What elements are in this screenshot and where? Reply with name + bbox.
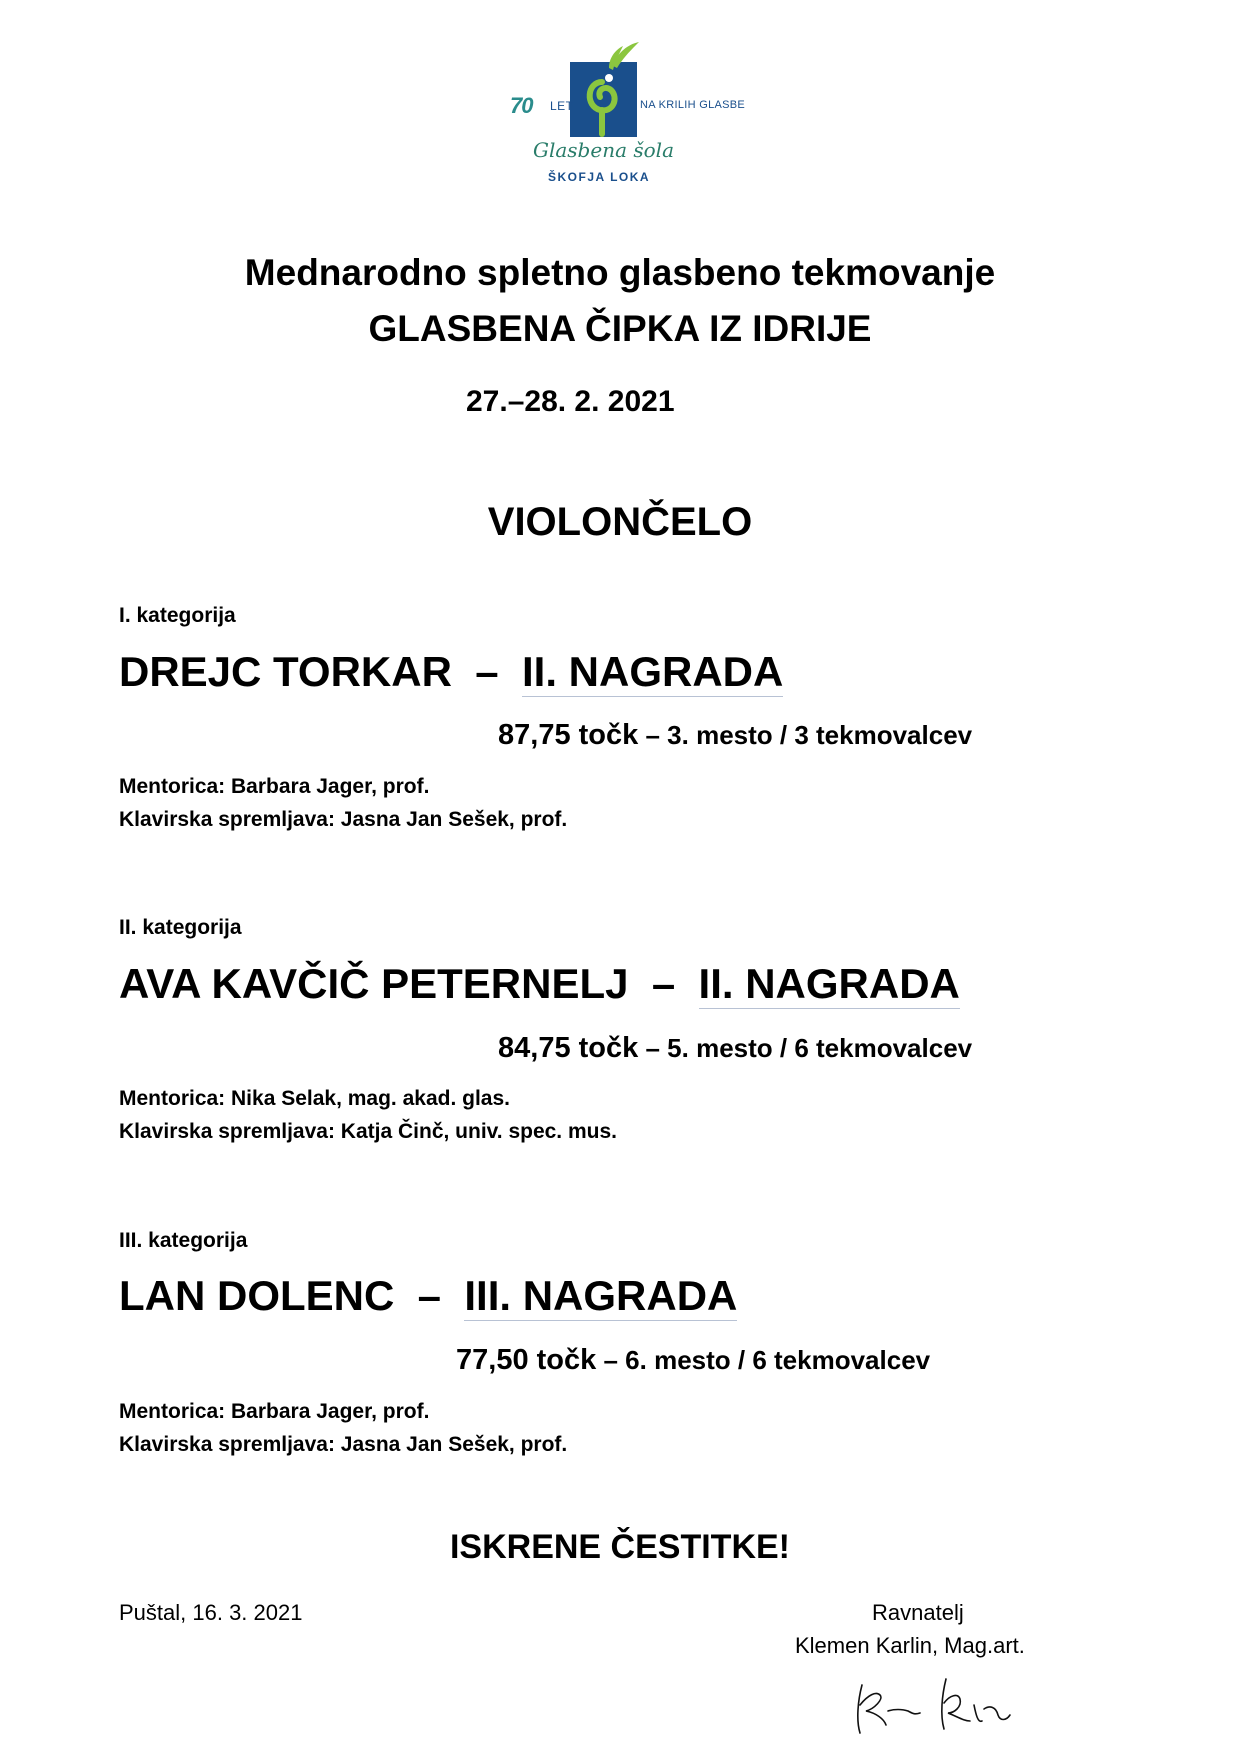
category-label: II. kategorija (119, 916, 242, 939)
logo-anniversary-word: LET (550, 99, 574, 113)
accompanist-text: Klavirska spremljava: Jasna Jan Sešek, prof. (119, 808, 568, 831)
congratulations-heading: ISKRENE ČESTITKE! (449, 1528, 791, 1566)
prize-label: II. NAGRADA (698, 960, 960, 1007)
mentor-text: Mentorica: Barbara Jager, prof. (119, 1400, 430, 1423)
participant-name: DREJC TORKAR (119, 648, 452, 695)
mentor-block (119, 770, 567, 836)
mentor-text: Mentorica: Barbara Jager, prof. (119, 775, 430, 798)
placement-text: – 3. mesto / 3 tekmovalcev (645, 720, 973, 750)
director-role: Ravnatelj (872, 1600, 964, 1625)
accompanist-text: Klavirska spremljava: Jasna Jan Sešek, prof. (119, 1433, 568, 1456)
logo-anniversary-number: 70 (510, 93, 533, 118)
category-label: I. kategorija (119, 604, 236, 627)
award-dash: – (475, 648, 499, 695)
accompanist-text: Klavirska spremljava: Katja Činč, univ. spec. mus. (119, 1120, 617, 1143)
logo-school-town: ŠKOFJA LOKA (548, 170, 651, 184)
award-line (119, 1272, 737, 1320)
score-line (498, 719, 972, 752)
document-title: Mednarodno spletno glasbeno tekmovanje (244, 252, 996, 293)
logo-school-name: Glasbena šola (533, 138, 674, 162)
participant-name: LAN DOLENC (119, 1272, 395, 1319)
category-label: III. kategorija (119, 1229, 248, 1252)
award-line (119, 648, 783, 696)
mentor-block (119, 1395, 567, 1461)
placement-text: – 5. mesto / 6 tekmovalcev (645, 1033, 973, 1063)
points-value: 84,75 točk (498, 1032, 639, 1064)
prize-label: II. NAGRADA (521, 648, 784, 695)
place-and-date: Puštal, 16. 3. 2021 (119, 1600, 303, 1625)
score-line (498, 1032, 972, 1065)
handwritten-signature (850, 1665, 1030, 1745)
award-line (119, 960, 960, 1008)
competition-name: GLASBENA ČIPKA IZ IDRIJE (368, 308, 872, 349)
instrument-heading: VIOLONČELO (487, 500, 753, 544)
points-value: 77,50 točk (456, 1344, 597, 1376)
competition-dates: 27.–28. 2. 2021 (466, 385, 675, 418)
mentor-block (119, 1082, 617, 1148)
award-dash: – (651, 960, 676, 1007)
logo-tagline: NA KRILIH GLASBE (640, 99, 746, 111)
participant-name: AVA KAVČIČ PETERNELJ (119, 960, 629, 1007)
score-line (456, 1344, 930, 1377)
prize-label: III. NAGRADA (464, 1272, 738, 1319)
points-value: 87,75 točk (498, 719, 639, 751)
mentor-text: Mentorica: Nika Selak, mag. akad. glas. (119, 1087, 510, 1110)
placement-text: – 6. mesto / 6 tekmovalcev (603, 1345, 931, 1375)
director-name: Klemen Karlin, Mag.art. (795, 1633, 1025, 1658)
award-dash: – (417, 1272, 442, 1319)
school-logo (505, 38, 745, 188)
